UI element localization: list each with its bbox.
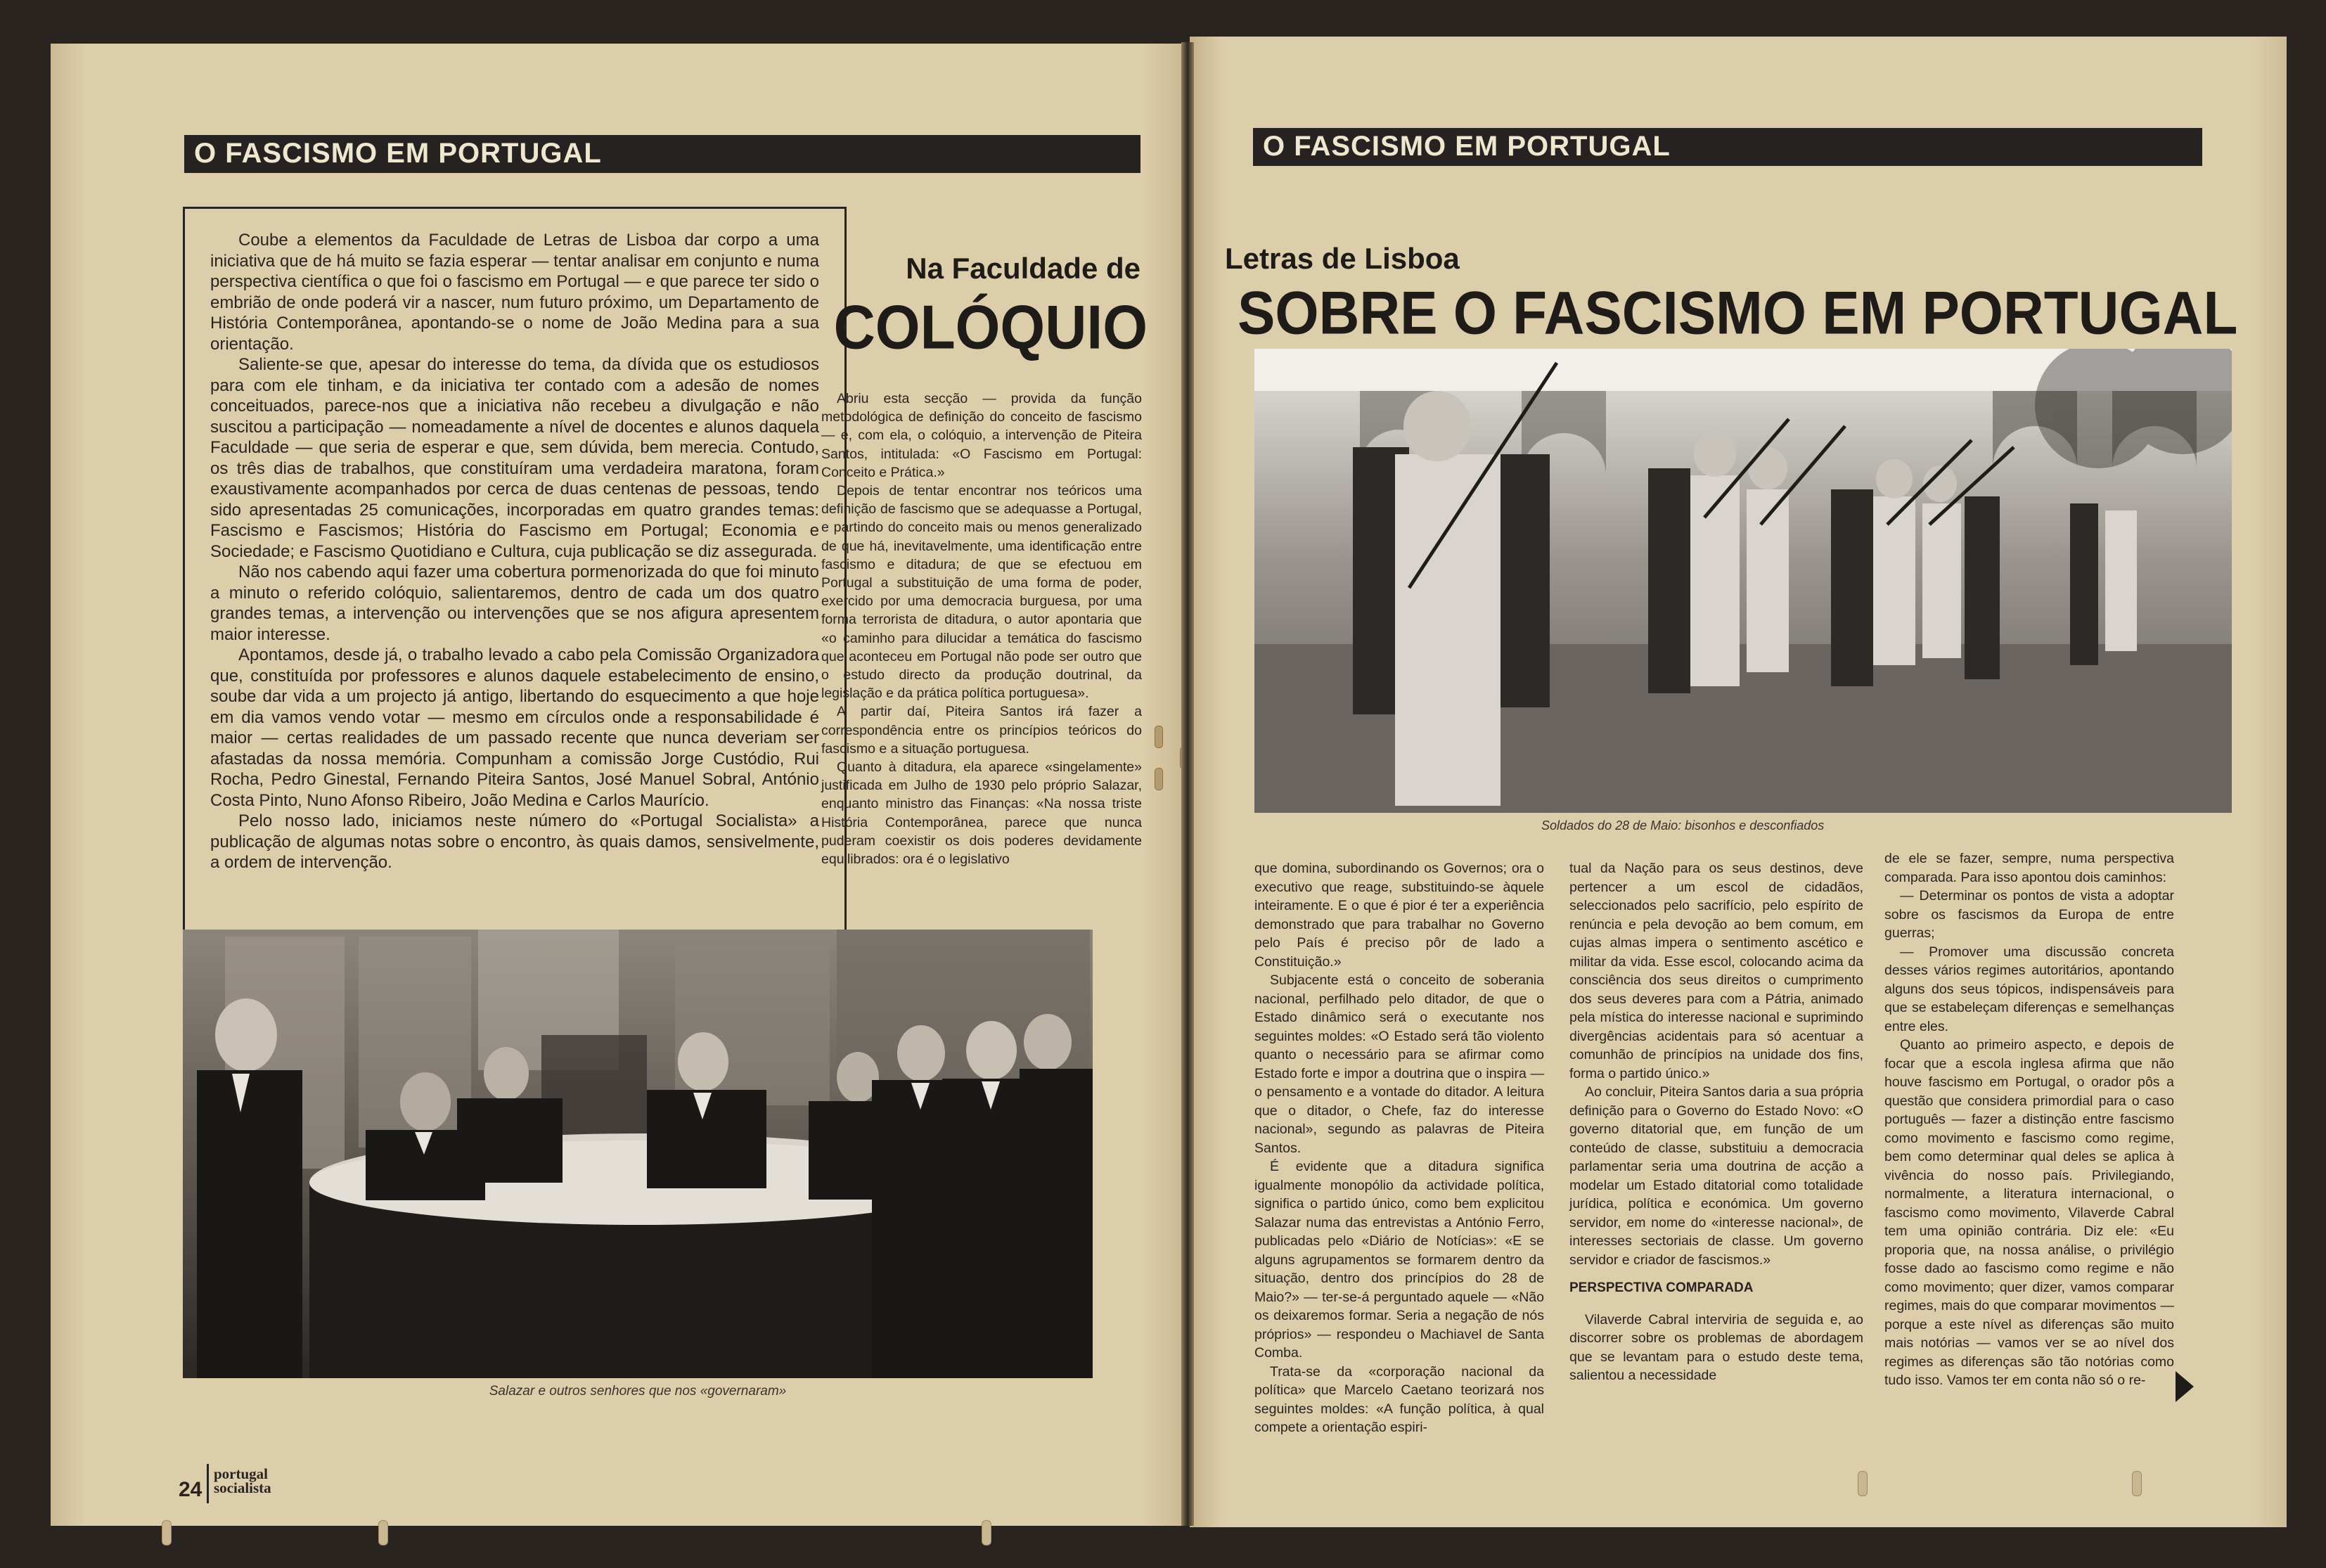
column-2 [1569, 859, 1863, 1385]
paragraph: É evidente que a ditadura significa igualmente monopólio da actividade política, significa o partido único, como bem explicitou Salazar numa das entrevistas a António Ferro, publicadas pelo «Diário de Notícias»: «E se alguns agrupamentos se formarem dentro da situação, dentro dos princípios do 28 de Maio?» — ter-se-á perguntado aquele — «Não os deixaremos formar. Seria a negação de nós próprios» — respondeu o Machiavel de Santa Comba. [1254, 1159, 1544, 1361]
binding-hole [2132, 1471, 2142, 1496]
logo-line: portugal [214, 1465, 269, 1482]
side-column [821, 390, 1142, 868]
gutter-shadow [1181, 42, 1194, 1526]
staple [1155, 768, 1163, 790]
publication-logo [214, 1467, 271, 1495]
staple [1155, 726, 1163, 748]
binding-hole [982, 1520, 991, 1545]
paragraph: — Determinar os pontos de vista a adoptar sobre os fascismos da Europa de entre guerras; [1884, 888, 2174, 941]
continue-arrow-icon [2176, 1371, 2194, 1402]
folio-rule [207, 1464, 209, 1503]
paragraph: A partir daí, Piteira Santos irá fazer a correspondência entre os princípios teóricos do fascismo e a situação portuguesa. [821, 704, 1142, 757]
photo-salazar-meeting [183, 930, 1093, 1378]
left-page [51, 44, 1188, 1526]
photo-image [183, 930, 1093, 1378]
headline-right: SOBRE O FASCISMO EM PORTUGAL [1238, 278, 2238, 347]
section-banner: O FASCISMO EM PORTUGAL [184, 135, 1140, 173]
paragraph: Trata-se da «corporação nacional da política» que Marcelo Caetano teorizará nos seguintes moldes: «A função política, à qual compete a orientação espiri- [1254, 1363, 1544, 1435]
photo-caption: Salazar e outros senhores que nos «governaram» [489, 1384, 787, 1399]
paragraph: Quanto à ditadura, ela aparece «singelamente» justificada em Julho de 1930 pelo próprio Salazar, enquanto ministro das Finanças: «Na nossa triste História Contemporânea, parece que nunca puderam coexistir os dois poderes devidamente equilibrados: ora é o legislativo [821, 759, 1142, 868]
paragraph: Subjacente está o conceito de soberania nacional, perfilhado pelo ditador, de que o Estado dinâmico será o executante nos seguintes moldes: «O Estado será tão violento quanto o necessário para se afirmar como Estado forte e impor a doutrina que o inspira — o pensamento e a vontade do ditador. A leitura que o ditador, o Chefe, faz do interesse nacional», segundo as palavras de Piteira Santos. [1254, 972, 1544, 1156]
paragraph: que domina, subordinando os Governos; ora o executivo que reage, substituindo-se àquele inteiramente. E o que é pior é ter a experiência demonstrado que para trabalhar no Governo pelo País é preciso pôr de lado a Constituição.» [1254, 861, 1544, 970]
paragraph: tual da Nação para os seus destinos, deve pertencer a um escol de cidadãos, seleccionados pelo sacrifício, pelo espírito de renúncia e pela devoção ao bem comum, em cujas almas impera o sentimento ascético e militar da vida. Esse escol, colocando acima da consciência dos seus direitos o cumprimento dos seus deveres para com a Pátria, animado pela mística do interesse nacional e suprimindo divergências acidentais para só acentuar a comunhão de princípios na unidade dos fins, forma o partido único.» [1569, 861, 1863, 1081]
paragraph: Depois de tentar encontrar nos teóricos uma definição de fascismo que se adequasse a Portugal, e partindo do conceito mais ou menos generalizado de que há, inevitavelmente, uma identificação entre fascismo e ditadura; de que se efectuou em Portugal a substituição de uma forma de poder, exercido por uma democracia burguesa, por uma forma terrorista de ditadura, o autor apontaria que «o caminho para dilucidar a temática do fascismo que aconteceu em Portugal não pode ser outro que o estudo directo da produção doutrinal, da legislação e da prática política portuguesa». [821, 483, 1142, 702]
paragraph: Quanto ao primeiro aspecto, e depois de focar que a escola inglesa afirma que não houve fascismo em Portugal, o orador pôs a questão que considera primordial para o caso português — fazer a distinção entre fascismo como movimento e fascismo como regime, bem como determinar qual deles se aplica à vivência do nosso país. Privilegiando, normalmente, a literatura internacional, o fascismo como movimento, Vilaverde Cabral tem uma opinião contrária. Diz ele: «Eu proporia que, na nossa análise, o privilégio fosse dado ao fascismo como regime e não como movimento; quer dizer, vamos comparar regimes, mais do que comparar movimentos — porque a este nível as diferenças são muito mais notórias — vamos ver se ao nível dos regimes as diferenças são tão notórias como tudo isso. Vamos ter em conta não só o re- [1884, 1037, 2174, 1388]
photo-caption: Soldados do 28 de Maio: bisonhos e desconfiados [1541, 818, 1825, 833]
section-banner: O FASCISMO EM PORTUGAL [1253, 128, 2202, 166]
kicker: Na Faculdade de [906, 252, 1140, 285]
paragraph: Ao concluir, Piteira Santos daria a sua própria definição para o Governo do Estado Novo: «O governo ditatorial que, em função de um conteúdo de classe, substituiu a democracia parlamentar seria uma doutrina de acção a modelar um Estado ditatorial como totalidade jurídica, política e económica. Um governo servidor, em nome do «interesse nacional», de interesses sectoriais de classe. Um governo servidor e criador de fascismos.» [1569, 1084, 1863, 1268]
column-3 [1884, 849, 2174, 1390]
photo-image [1254, 349, 2232, 813]
paragraph: — Promover uma discussão concreta desses vários regimes autoritários, apontando alguns dos seus tópicos, indispensáveis para que se estabeleçam diferenças e semelhanças entre eles. [1884, 944, 2174, 1034]
intro-box [183, 207, 847, 941]
intro-paragraph: Apontamos, desde já, o trabalho levado a cabo pela Comissão Organizadora que, constituída por professores e alunos daquele estabelecimento de ensino, soube dar vida a um projecto já antigo, libertando do esquecimento a que hoje em dia vamos vendo votar — mesmo em círculos onde a responsabilidade é maior — certas realidades de um passado recente que nunca deveriam ser afastadas da nossa memória. Compunham a comissão Jorge Custódio, Rui Rocha, Pedro Ginestal, Fernando Piteira Santos, José Manuel Sobral, António Costa Pinto, Nuno Afonso Ribeiro, João Medina e Carlos Maurício. [210, 645, 819, 810]
intro-paragraph: Coube a elementos da Faculdade de Letras de Lisboa dar corpo a uma iniciativa que de há muito se fazia esperar — tentar analisar em conjunto e numa perspectiva científica o que foi o fascismo em Portugal — e que parece ter sido o embrião de onde poderá vir a nascer, num futuro próximo, um Departamento de História Contemporânea, apontando-se o nome de João Medina para a sua orientação. [210, 231, 819, 354]
photo-soldiers [1254, 349, 2232, 813]
intro-paragraph: Não nos cabendo aqui fazer uma cobertura pormenorizada do que foi minuto a minuto o referido colóquio, salientaremos, dentro de cada um dos quatro grandes temas, a intervenção ou intervenções que se nos afigura apresentem maior interesse. [210, 563, 819, 644]
paragraph: Vilaverde Cabral interviria de seguida e, ao discorrer sobre os problemas de abordagem que se levantam para o estudo deste tema, salientou a necessidade [1569, 1311, 1863, 1383]
column-1 [1254, 859, 1544, 1437]
binding-hole [378, 1520, 388, 1545]
paragraph: Abriu esta secção — provida da função metodológica de definição do conceito de fascismo — e, com ela, o colóquio, a intervenção de Piteira Santos, intitulada: «O Fascismo em Portugal: Conceito e Prática.» [821, 391, 1142, 480]
subhead: PERSPECTIVA COMPARADA [1569, 1280, 1754, 1295]
page-number: 24 [179, 1478, 203, 1501]
logo-line: socialista [214, 1479, 271, 1496]
kicker: Letras de Lisboa [1225, 242, 1460, 275]
paragraph: de ele se fazer, sempre, numa perspectiva comparada. Para isso apontou dois caminhos: [1884, 851, 2174, 885]
binding-hole [1858, 1471, 1868, 1496]
binding-hole [162, 1520, 172, 1545]
right-page [1190, 37, 2287, 1527]
headline-left: COLÓQUIO [833, 293, 1148, 362]
intro-paragraph: Pelo nosso lado, iniciamos neste número do «Portugal Socialista» a publicação de algumas notas sobre o encontro, às quais damos, sensivelmente, a ordem de intervenção. [210, 811, 819, 872]
intro-paragraph: Saliente-se que, apesar do interesse do tema, da dívida que os estudiosos para com ele tinham, e da iniciativa ter contado com a adesão de nomes conceituados, parece-nos que a iniciativa não recebeu a divulgação e não suscitou a participação — nomeadamente a nível de docentes e alunos daquela Faculdade — que seria de esperar e que, sem dúvida, bem merecia. Contudo, os três dias de trabalhos, que constituíram uma verdadeira maratona, foram exaustivamente acompanhados por cerca de duas centenas de pessoas, tendo sido apresentadas 25 comunicações, incorporadas em quatro grandes temas: Fascismo e Fascismos; História do Fascismo em Portugal; Economia e Sociedade; e Fascismo Quotidiano e Cultura, cuja publicação se diz assegurada. [210, 355, 819, 561]
